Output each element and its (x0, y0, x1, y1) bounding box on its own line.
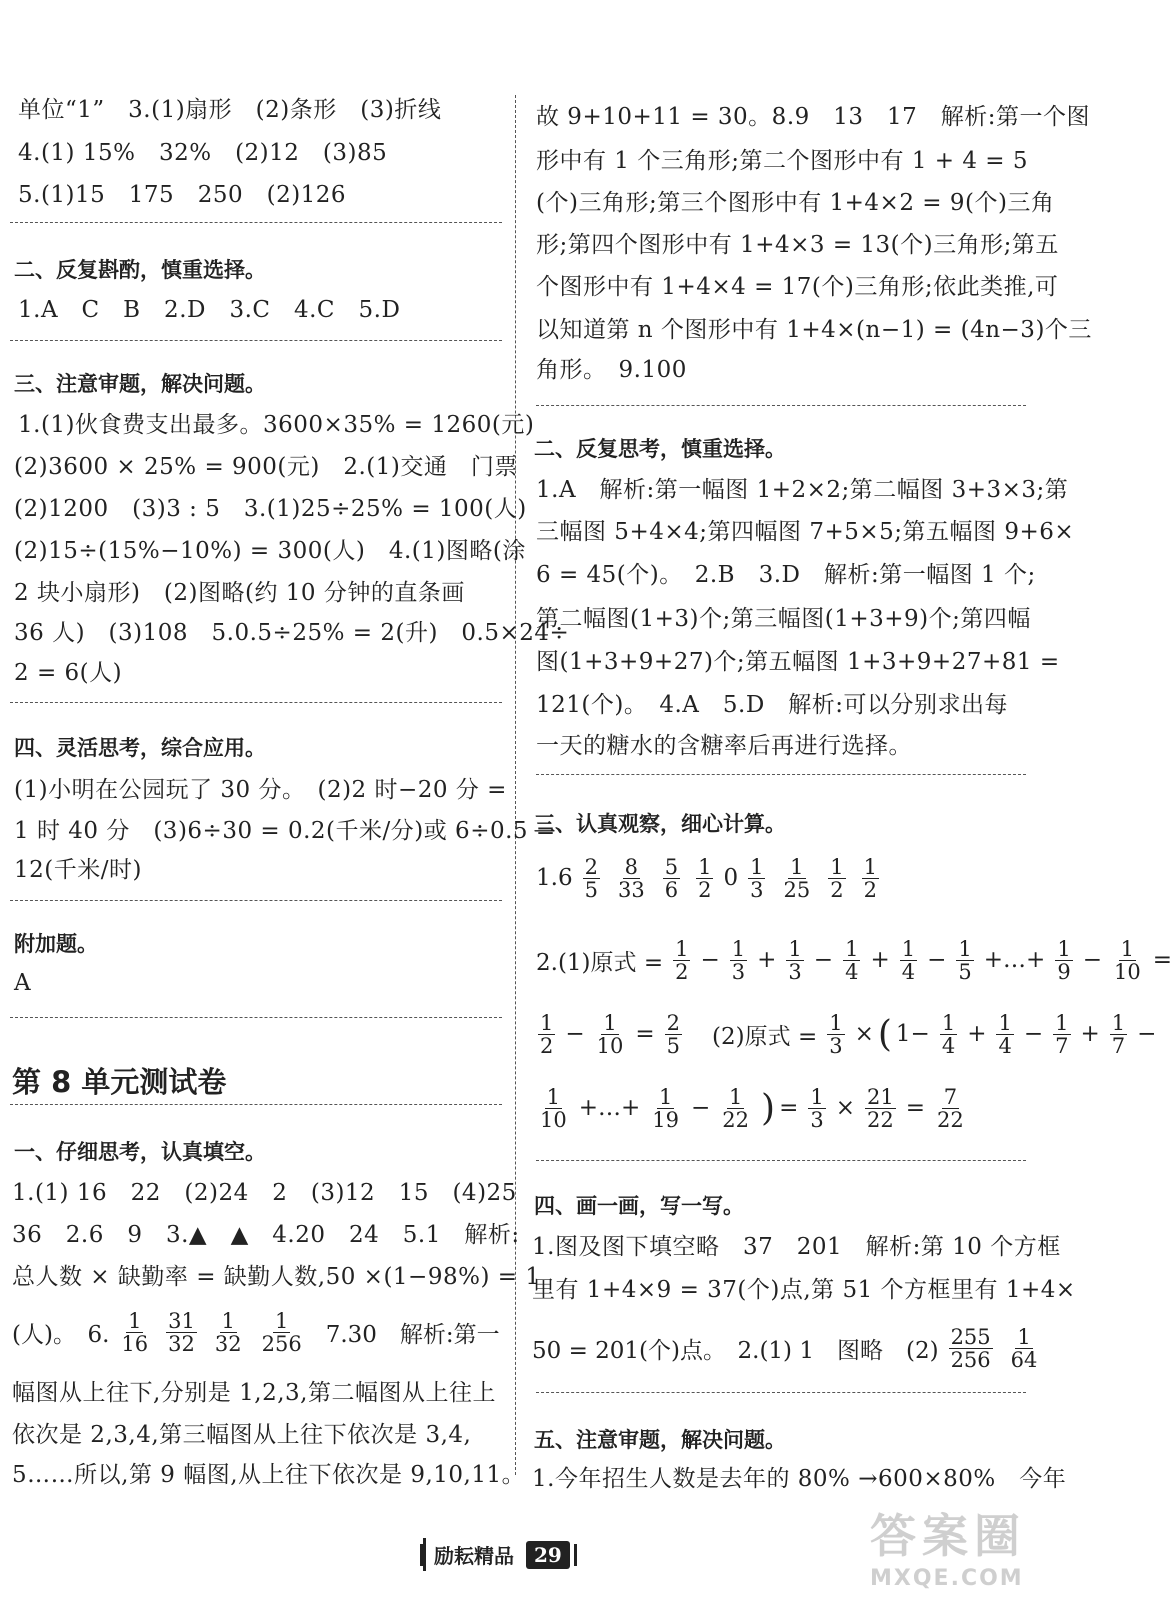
answer-line: (2)1200 (3)3 : 5 3.(1)25÷25% = 100(人) (14, 496, 527, 522)
answer-line: (2)3600 × 25% = 900(元) 2.(1)交通 门票 (14, 454, 518, 480)
answer-line: 2 = 6(人) (14, 660, 123, 686)
math-text: +…+ (983, 947, 1046, 973)
section-separator (536, 1392, 1026, 1393)
answer-line: 1 时 40 分 (3)6÷30 = 0.2(千米/分)或 6÷0.5 = (14, 818, 556, 844)
fraction: $\frac{1}{3}$ (788, 936, 802, 984)
answer-line: 幅图从上往下,分别是 1,2,3,第二幅图从上往上 (12, 1380, 496, 1406)
fraction: $\frac{5}{6}$ (664, 854, 679, 902)
fraction: $\frac{1}{3}$ (750, 854, 764, 902)
math-text: = (635, 1021, 655, 1047)
answer-line: 36 2.6 9 3.▲ ▲ 4.20 24 5.1 解析: (12, 1222, 520, 1248)
section-heading: 附加题。 (14, 932, 98, 956)
section-separator (10, 900, 502, 901)
answer-line: 5……所以,第 9 幅图,从上往下依次是 9,10,11。 (12, 1462, 526, 1488)
page-number: 29 (526, 1541, 570, 1569)
fraction: $\frac{1}{2}$ (863, 854, 877, 902)
answer-line: (1)小明在公园玩了 30 分。 (2)2 时−20 分 = (14, 777, 507, 803)
fraction: $\frac{1}{5}$ (958, 936, 972, 984)
section-heading: 三、认真观察，细心计算。 (534, 812, 786, 836)
section-heading: 一、仔细思考，认真填空。 (14, 1140, 266, 1164)
math-text: − (1137, 1021, 1157, 1047)
math-text: +…+ (578, 1095, 641, 1121)
answer-line-fractions (10, 1302, 502, 1362)
math-text: − (700, 947, 720, 973)
math-text: 1− (895, 1021, 930, 1047)
math-text: ) (761, 1087, 776, 1129)
calc-line-2 (534, 930, 1174, 990)
answer-line: (2)15÷(15%−10%) = 300(人) 4.(1)图略(涂 (14, 538, 526, 564)
fraction: $\frac{1}{4}$ (901, 936, 916, 984)
section-separator (536, 774, 1026, 775)
fraction: $\frac{1}{10}$ (596, 1010, 624, 1058)
answer-line: 1.今年招生人数是去年的 80% →600×80% 今年 (532, 1466, 1067, 1492)
answer-line: A (14, 970, 32, 996)
answer-text: 7.30 解析:第一 (325, 1321, 500, 1348)
math-text: ( (877, 1013, 892, 1055)
math-text: = (1152, 947, 1172, 973)
math-text: − (691, 1095, 711, 1121)
math-text: × (854, 1021, 874, 1047)
fraction: $\frac{1}{22}$ (722, 1084, 750, 1132)
math-text: 1.6 (536, 865, 573, 891)
answer-line: 36 人) (3)108 5.0.5÷25% = 2(升) 0.5×24÷ (14, 620, 570, 646)
fraction: $\frac{1}{4}$ (998, 1010, 1012, 1058)
fraction: $\frac{7}{22}$ (937, 1084, 964, 1132)
section-separator (10, 222, 502, 223)
answer-line: 1.A 解析:第一幅图 1+2×2;第二幅图 3+3×3;第 (536, 477, 1069, 503)
section-separator (10, 702, 502, 703)
fraction: $\frac{1}{10}$ (1113, 936, 1141, 984)
answer-line: 依次是 2,3,4,第三幅图从上往下依次是 3,4, (12, 1422, 472, 1448)
fraction: $\frac{31}{32}$ (168, 1308, 195, 1356)
answer-line: 单位“1” 3.(1)扇形 (2)条形 (3)折线 (18, 97, 442, 123)
section-heading: 四、画一画，写一写。 (534, 1194, 744, 1218)
fraction: $\frac{21}{22}$ (867, 1084, 894, 1132)
fraction: $\frac{1}{64}$ (1010, 1324, 1038, 1372)
section-separator (10, 1017, 502, 1018)
answer-line: 形;第四个图形中有 1+4×3 = 13(个)三角形;第五 (536, 232, 1059, 258)
answer-line: 1.(1)伙食费支出最多。3600×35% = 1260(元) (18, 412, 535, 438)
answer-line: 以知道第 n 个图形中有 1+4×(n−1) = (4n−3)个三 (536, 317, 1092, 343)
fraction: $\frac{1}{3}$ (829, 1010, 843, 1058)
answer-line: (个)三角形;第三个图形中有 1+4×2 = 9(个)三角 (536, 190, 1055, 216)
fraction: $\frac{1}{2}$ (830, 854, 844, 902)
calc-line-3 (530, 1004, 1158, 1064)
section-heading: 二、反复思考，慎重选择。 (534, 437, 786, 461)
section-separator (536, 1160, 1026, 1161)
answer-line: 2 块小扇形) (2)图略(约 10 分钟的直条画 (14, 580, 465, 606)
answer-line: 图(1+3+9+27)个;第五幅图 1+3+9+27+81 = (536, 649, 1060, 675)
answer-line: 第二幅图(1+3)个;第三幅图(1+3+9)个;第四幅 (536, 606, 1031, 632)
math-text: + (967, 1021, 987, 1047)
answer-text: (人)。 6. (12, 1321, 110, 1348)
unit-title: 第 8 单元测试卷 (12, 1065, 227, 1099)
answer-line: 三幅图 5+4×4;第四幅图 7+5×5;第五幅图 9+6× (536, 519, 1075, 545)
fraction: $\frac{255}{256}$ (950, 1324, 991, 1372)
fraction: $\frac{8}{33}$ (617, 854, 645, 902)
section-separator (536, 405, 1026, 406)
answer-text: 50 = 201(个)点。 2.(1) 1 图略 (2) (532, 1337, 939, 1364)
math-text: + (1080, 1021, 1100, 1047)
math-text: = (779, 1095, 799, 1121)
watermark-logo: 答案圈 MXQE.COM (870, 1509, 1026, 1591)
math-text: + (757, 947, 777, 973)
calc-line-4 (530, 1078, 974, 1138)
fraction: $\frac{1}{25}$ (783, 854, 811, 902)
answer-line: 故 9+10+11 = 30。8.9 13 17 解析:第一个图 (536, 104, 1091, 130)
fraction: $\frac{1}{2}$ (675, 936, 689, 984)
fraction: $\frac{1}{32}$ (214, 1308, 242, 1356)
math-text: + (870, 947, 890, 973)
fraction: $\frac{1}{4}$ (941, 1010, 956, 1058)
answer-line: 6 = 45(个)。 2.B 3.D 解析:第一幅图 1 个; (536, 562, 1036, 588)
section-heading: 二、反复斟酌，慎重选择。 (14, 258, 266, 282)
fraction: $\frac{2}{5}$ (584, 854, 598, 902)
fraction: $\frac{1}{256}$ (261, 1308, 302, 1356)
brand-label: 励耘精品 (423, 1538, 522, 1571)
answer-line: 121(个)。 4.A 5.D 解析:可以分别求出每 (536, 692, 1009, 718)
math-text: 0 (723, 865, 739, 891)
fraction: $\frac{1}{9}$ (1057, 936, 1071, 984)
section-heading: 三、注意审题，解决问题。 (14, 372, 266, 396)
fraction: $\frac{1}{2}$ (540, 1010, 554, 1058)
math-text: − (1023, 1021, 1044, 1047)
answer-line: 里有 1+4×9 = 37(个)点,第 51 个方框里有 1+4× (532, 1277, 1076, 1303)
answer-line: 个图形中有 1+4×4 = 17(个)三角形;依此类推,可 (536, 274, 1059, 300)
fraction: $\frac{1}{4}$ (845, 936, 859, 984)
math-text: = (905, 1095, 926, 1121)
answer-line: 12(千米/时) (14, 857, 142, 883)
answer-line: 1.(1) 16 22 (2)24 2 (3)12 15 (4)25 (12, 1180, 517, 1206)
fraction: $\frac{2}{5}$ (666, 1010, 681, 1058)
math-text: (2)原式 = (712, 1023, 818, 1050)
fraction: $\frac{1}{16}$ (121, 1308, 149, 1356)
math-text: − (1082, 947, 1102, 973)
math-text: − (565, 1021, 585, 1047)
section-heading: 五、注意审题，解决问题。 (534, 1428, 786, 1452)
answer-line: 5.(1)15 175 250 (2)126 (18, 182, 347, 208)
section-separator (10, 340, 502, 341)
answer-line: 形中有 1 个三角形;第二个图形中有 1 + 4 = 5 (536, 148, 1029, 174)
fraction: $\frac{1}{3}$ (810, 1084, 824, 1132)
calc-line-1 (534, 848, 887, 908)
fraction: $\frac{1}{7}$ (1111, 1010, 1126, 1058)
answer-line: 1.图及图下填空略 37 201 解析:第 10 个方框 (532, 1234, 1061, 1260)
math-text: × (835, 1095, 856, 1121)
fraction: $\frac{1}{3}$ (731, 936, 746, 984)
fraction: $\frac{1}{19}$ (652, 1084, 680, 1132)
fraction: $\frac{1}{10}$ (540, 1084, 567, 1132)
math-text: 2.(1)原式 = (536, 949, 664, 976)
fraction: $\frac{1}{7}$ (1055, 1010, 1069, 1058)
answer-line: 4.(1) 15% 32% (2)12 (3)85 (18, 140, 388, 166)
section-separator (10, 1104, 502, 1105)
math-text: − (927, 947, 947, 973)
answer-line: 1.A C B 2.D 3.C 4.C 5.D (18, 297, 401, 323)
fraction: $\frac{1}{2}$ (698, 854, 712, 902)
answer-line: 角形。 9.100 (536, 357, 687, 383)
page-footer (420, 1538, 577, 1571)
math-text: − (813, 947, 834, 973)
answer-line: 总人数 × 缺勤率 = 缺勤人数,50 ×(1−98%) = 1 (12, 1264, 541, 1290)
section-heading: 四、灵活思考，综合应用。 (14, 736, 266, 760)
answer-line-fractions (530, 1318, 1047, 1378)
answer-line: 一天的糖水的含糖率后再进行选择。 (536, 733, 912, 759)
footer-bar (574, 1544, 577, 1566)
